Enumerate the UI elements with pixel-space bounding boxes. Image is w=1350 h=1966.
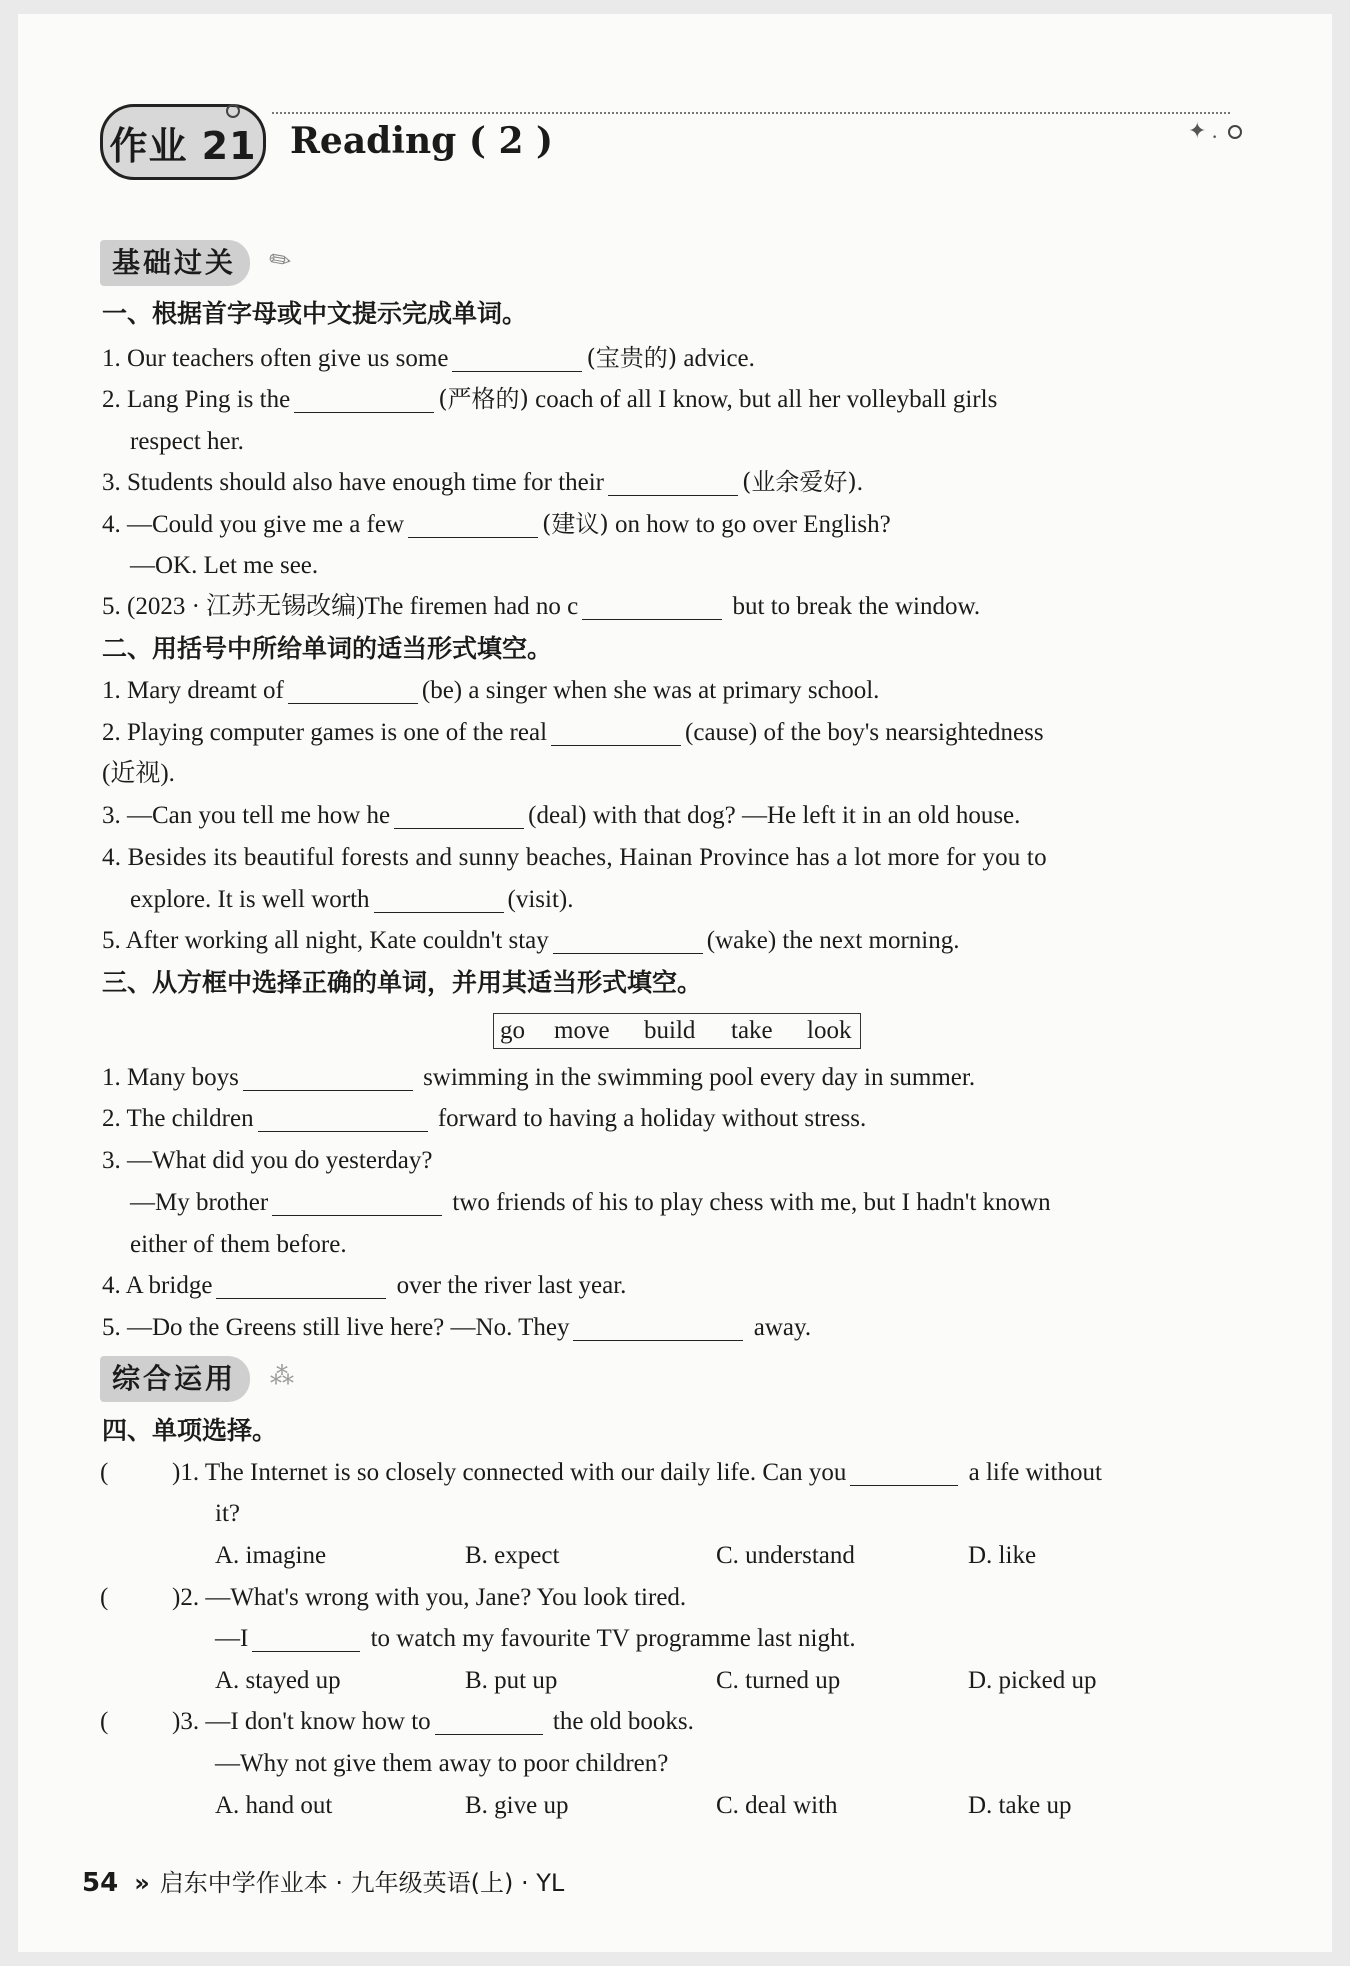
section-label-comprehensive: 综合运用 [100,1356,250,1402]
part3-q5: 5. —Do the Greens still live here? —No. They away. [102,1314,812,1341]
option-d[interactable]: D. picked up [968,1667,1097,1694]
part4-q2: )2. —What's wrong with you, Jane? You look tired. [172,1584,687,1611]
answer-blank[interactable] [252,1625,360,1652]
part2-q2-continuation: (近视). [102,760,175,787]
option-a[interactable]: A. imagine [215,1542,327,1569]
word-option: look [807,1017,852,1044]
word-box [493,1013,861,1049]
header-dotted-line [272,112,1230,114]
part2-q3: 3. —Can you tell me how he (deal) with that dog? —He left it in an old house. [102,802,1021,829]
answer-blank[interactable] [551,719,681,746]
word-option: go [500,1017,525,1044]
sparkle-icon: ✦ . [1188,118,1218,143]
option-d[interactable]: D. like [968,1542,1037,1569]
header-circle-ornament [226,104,240,118]
answer-blank[interactable] [608,469,738,496]
part2-heading: 二、用括号中所给单词的适当形式填空。 [102,634,553,663]
answer-blank[interactable] [288,677,418,704]
answer-blank[interactable] [374,886,504,913]
header-circle-ornament-right [1228,125,1242,139]
option-a[interactable]: A. stayed up [215,1667,341,1694]
page-footer [82,1863,564,1898]
part2-q2: 2. Playing computer games is one of the real (cause) of the boy's nearsightedness [102,719,1044,746]
answer-paren[interactable]: ( [100,1708,109,1735]
part3-q1: 1. Many boys swimming in the swimming pool every day in summer. [102,1064,976,1091]
answer-paren[interactable]: ( [100,1459,109,1486]
answer-blank[interactable] [394,802,524,829]
part1-q3: 3. Students should also have enough time for their (业余爱好). [102,468,863,496]
answer-blank[interactable] [553,927,703,954]
answer-blank[interactable] [435,1708,543,1735]
option-a[interactable]: A. hand out [215,1792,333,1819]
part1-q4: 4. —Could you give me a few (建议) on how to go over English? [102,510,891,538]
page-number: 54 [82,1868,119,1898]
answer-blank[interactable] [272,1189,442,1216]
part3-q3-reply: —My brother two friends of his to play chess with me, but I hadn't known [130,1189,1051,1216]
answer-blank[interactable] [243,1064,413,1091]
part3-q3-continuation: either of them before. [130,1231,347,1258]
option-b[interactable]: B. expect [465,1542,560,1569]
option-c[interactable]: C. deal with [716,1792,838,1819]
part3-q4: 4. A bridge over the river last year. [102,1272,627,1299]
option-d[interactable]: D. take up [968,1792,1072,1819]
part4-heading: 四、单项选择。 [102,1416,278,1445]
answer-blank[interactable] [408,511,538,538]
answer-blank[interactable] [850,1459,958,1486]
answer-blank[interactable] [582,593,722,620]
part2-q5: 5. After working all night, Kate couldn't stay (wake) the next morning. [102,927,960,954]
answer-blank[interactable] [294,386,434,413]
part1-heading: 一、根据首字母或中文提示完成单词。 [102,299,528,328]
footer-book-title: 启东中学作业本 · 九年级英语(上) · YL [159,1869,565,1897]
option-c[interactable]: C. turned up [716,1667,841,1694]
option-b[interactable]: B. give up [465,1792,569,1819]
answer-blank[interactable] [573,1314,743,1341]
answer-blank[interactable] [452,345,582,372]
answer-blank[interactable] [258,1105,428,1132]
part3-heading: 三、从方框中选择正确的单词，并用其适当形式填空。 [102,968,703,997]
part4-q3: )3. —I don't know how to the old books. [172,1708,694,1735]
answer-paren[interactable]: ( [100,1584,109,1611]
part2-q4: 4. Besides its beautiful forests and sunny beaches, Hainan Province has a lot more for you to [102,844,1047,871]
part4-q3-reply: —Why not give them away to poor children? [215,1750,669,1777]
part2-q1: 1. Mary dreamt of (be) a singer when she was at primary school. [102,677,880,704]
part1-q5: 5. (2023 · 江苏无锡改编)The firemen had no c but to break the window. [102,593,981,620]
part1-q4-reply: —OK. Let me see. [130,552,319,579]
part4-q1: )1. The Internet is so closely connected with our daily life. Can you a life without [172,1459,1102,1486]
part1-q2-continuation: respect her. [130,428,244,455]
page-title: Reading ( 2 ) [290,120,554,162]
section-label-basic: 基础过关 [100,240,250,286]
word-option: move [554,1017,610,1044]
word-option: take [731,1017,773,1044]
answer-blank[interactable] [216,1272,386,1299]
option-c[interactable]: C. understand [716,1542,855,1569]
part2-q4-continuation: explore. It is well worth (visit). [130,886,574,913]
part1-q1: 1. Our teachers often give us some (宝贵的) advice. [102,344,755,372]
chevron-right-icon: » [134,1869,150,1897]
part3-q2: 2. The children forward to having a holiday without stress. [102,1105,867,1132]
option-b[interactable]: B. put up [465,1667,558,1694]
word-option: build [644,1017,696,1044]
pencil-icon: ✎ [263,242,298,279]
part1-q2: 2. Lang Ping is the (严格的) coach of all I know, but all her volleyball girls [102,385,998,413]
part3-q3: 3. —What did you do yesterday? [102,1147,433,1174]
sparkle-decoration-icon: ⁂ [270,1364,294,1390]
part4-q1-continuation: it? [215,1500,240,1527]
assignment-badge: 作业 21 [100,104,266,180]
part4-q2-reply: —I to watch my favourite TV programme last night. [215,1625,856,1652]
